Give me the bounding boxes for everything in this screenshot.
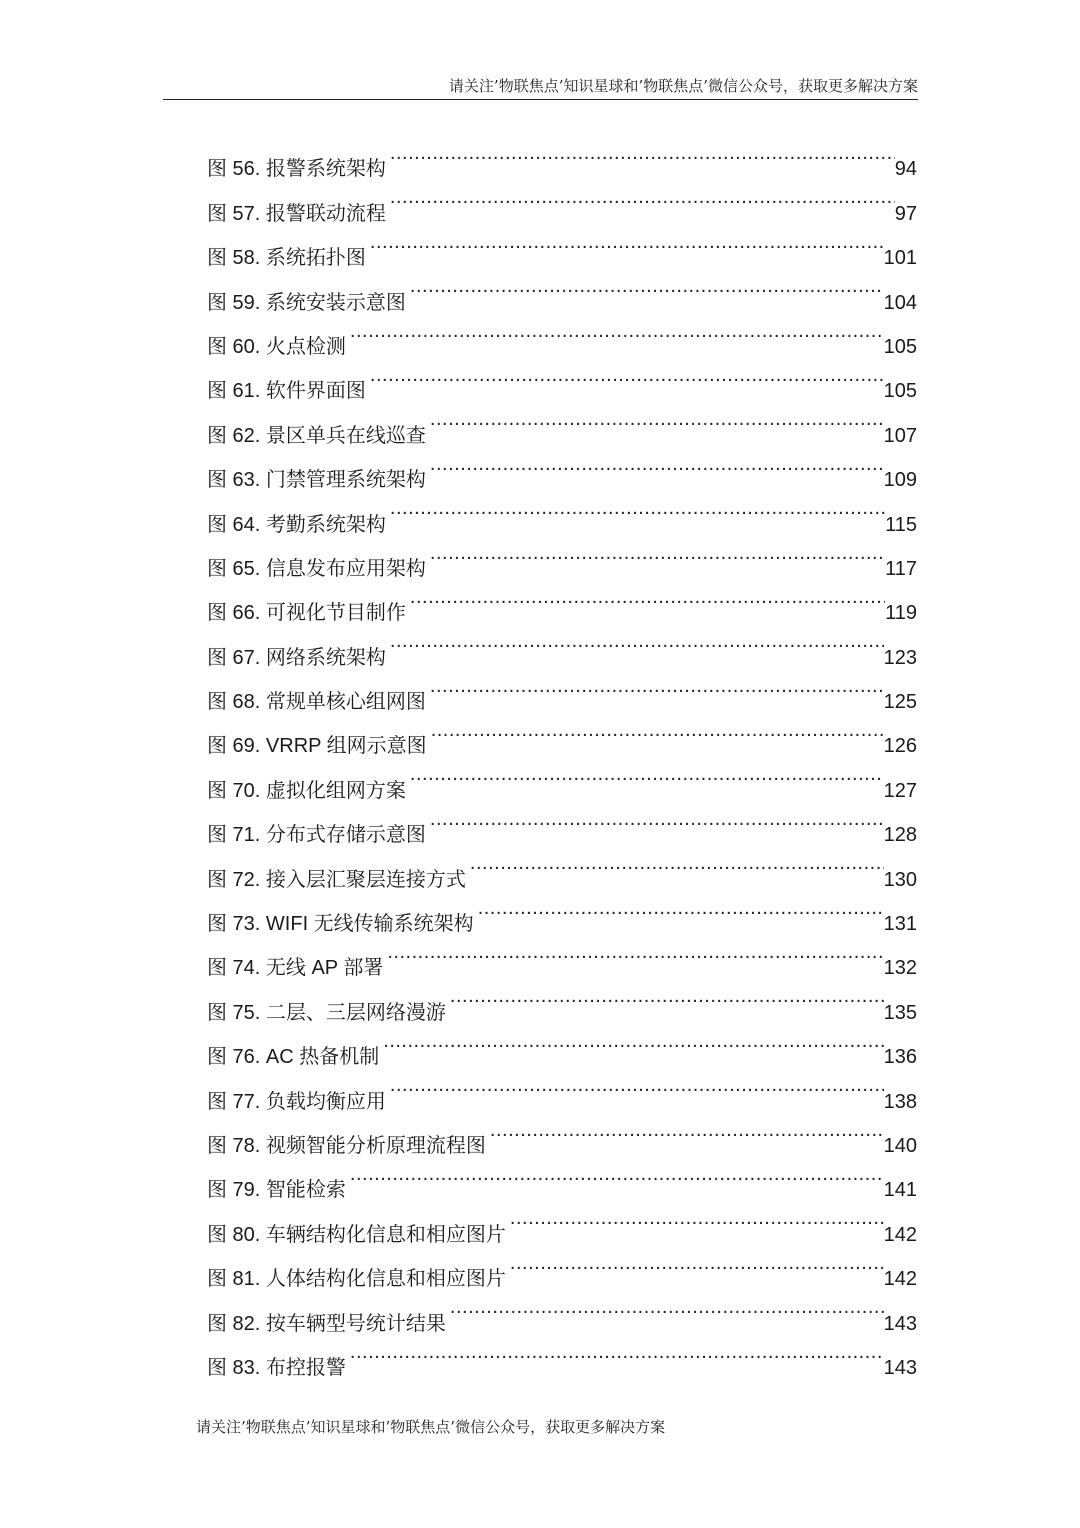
dot-leader [383,1019,883,1063]
toc-entry-label: 图 69. VRRP 组网示意图 [207,735,427,758]
dot-leader [350,1152,884,1196]
toc-entry-label: 图 57. 报警联动流程 [207,202,386,225]
toc-entry-label: 图 80. 车辆结构化信息和相应图片 [207,1223,506,1246]
toc-entry-label: 图 72. 接入层汇聚层连接方式 [207,868,466,891]
figure-list [207,131,917,1379]
toc-entry[interactable] [207,131,917,181]
dot-leader [470,841,884,885]
toc-entry-page-number: 142 [883,1268,917,1291]
toc-entry-page-number: 138 [883,1090,917,1113]
dot-leader [410,264,884,308]
toc-entry-page-number: 105 [883,335,917,358]
dot-leader [350,309,884,353]
toc-entry-page-number: 125 [883,691,917,714]
toc-entry-label: 图 83. 布控报警 [207,1356,346,1379]
toc-entry-label: 图 81. 人体结构化信息和相应图片 [207,1268,506,1291]
toc-entry-page-number: 127 [883,779,917,802]
dot-leader [390,486,885,530]
toc-entry-label: 图 58. 系统拓扑图 [207,247,366,270]
dot-leader [431,708,884,752]
toc-entry-label: 图 82. 按车辆型号统计结果 [207,1312,446,1335]
dot-leader [430,531,885,575]
toc-entry-page-number: 136 [883,1046,917,1069]
toc-entry-page-number: 104 [883,291,917,314]
dot-leader [410,575,885,619]
dot-leader [410,752,884,796]
toc-entry-page-number: 130 [883,868,917,891]
toc-entry-page-number: 109 [883,469,917,492]
toc-entry-label: 图 73. WIFI 无线传输系统架构 [207,913,474,936]
toc-entry-page-number: 101 [883,247,917,270]
dot-leader [350,1330,884,1374]
dot-leader [430,797,884,841]
toc-entry-label: 图 67. 网络系统架构 [207,646,386,669]
page-header: 请关注’物联焦点’知识星球和’物联焦点’微信公众号，获取更多解决方案 [448,77,918,95]
toc-entry-page-number: 128 [883,824,917,847]
toc-entry-page-number: 140 [883,1134,917,1157]
dot-leader [370,353,884,397]
dot-leader [510,1196,884,1240]
toc-entry-label: 图 62. 景区单兵在线巡查 [207,424,426,447]
toc-entry-page-number: 143 [883,1312,917,1335]
toc-entry-label: 图 75. 二层、三层网络漫游 [207,1001,446,1024]
dot-leader [430,664,884,708]
toc-entry-page-number: 132 [883,957,917,980]
toc-entry-page-number: 115 [885,513,917,536]
toc-entry-label: 图 70. 虚拟化组网方案 [207,779,406,802]
toc-entry-label: 图 63. 门禁管理系统架构 [207,469,426,492]
toc-entry-page-number: 126 [883,735,917,758]
toc-entry-page-number: 143 [883,1356,917,1379]
dot-leader [430,397,884,441]
toc-entry-page-number: 97 [894,202,917,225]
toc-entry-label: 图 59. 系统安装示意图 [207,291,406,314]
toc-entry-label: 图 79. 智能检索 [207,1179,346,1202]
toc-entry-label: 图 68. 常规单核心组网图 [207,691,426,714]
toc-entry-page-number: 117 [885,557,917,580]
toc-entry-label: 图 71. 分布式存储示意图 [207,824,426,847]
dot-leader [387,930,883,974]
toc-entry-label: 图 65. 信息发布应用架构 [207,557,426,580]
dot-leader [450,974,884,1018]
dot-leader [390,175,895,219]
toc-entry-page-number: 105 [883,380,917,403]
toc-entry-page-number: 123 [883,646,917,669]
dot-leader [450,1285,884,1329]
toc-entry-page-number: 107 [883,424,917,447]
toc-entry-page-number: 142 [883,1223,917,1246]
dot-leader [390,131,895,175]
toc-entry-label: 图 74. 无线 AP 部署 [207,957,384,980]
toc-entry-label: 图 78. 视频智能分析原理流程图 [207,1134,486,1157]
dot-leader [490,1108,884,1152]
header-divider [163,99,918,100]
toc-entry-page-number: 94 [894,158,917,181]
dot-leader [390,619,884,663]
toc-entry-label: 图 64. 考勤系统架构 [207,513,386,536]
dot-leader [370,220,884,264]
dot-leader [510,1241,884,1285]
toc-entry-label: 图 61. 软件界面图 [207,380,366,403]
toc-entry-label: 图 77. 负载均衡应用 [207,1090,386,1113]
dot-leader [478,886,884,930]
toc-entry-label: 图 66. 可视化节目制作 [207,602,406,625]
toc-entry-page-number: 119 [885,602,917,625]
dot-leader [390,1063,884,1107]
toc-entry-page-number: 131 [883,913,917,936]
page-footer: 请关注’物联焦点’知识星球和’物联焦点’微信公众号，获取更多解决方案 [196,1418,666,1436]
toc-entry-page-number: 141 [883,1179,917,1202]
dot-leader [430,442,884,486]
toc-entry-label: 图 56. 报警系统架构 [207,158,386,181]
toc-entry-label: 图 60. 火点检测 [207,335,346,358]
toc-entry-page-number: 135 [883,1001,917,1024]
toc-entry-label: 图 76. AC 热备机制 [207,1046,380,1069]
